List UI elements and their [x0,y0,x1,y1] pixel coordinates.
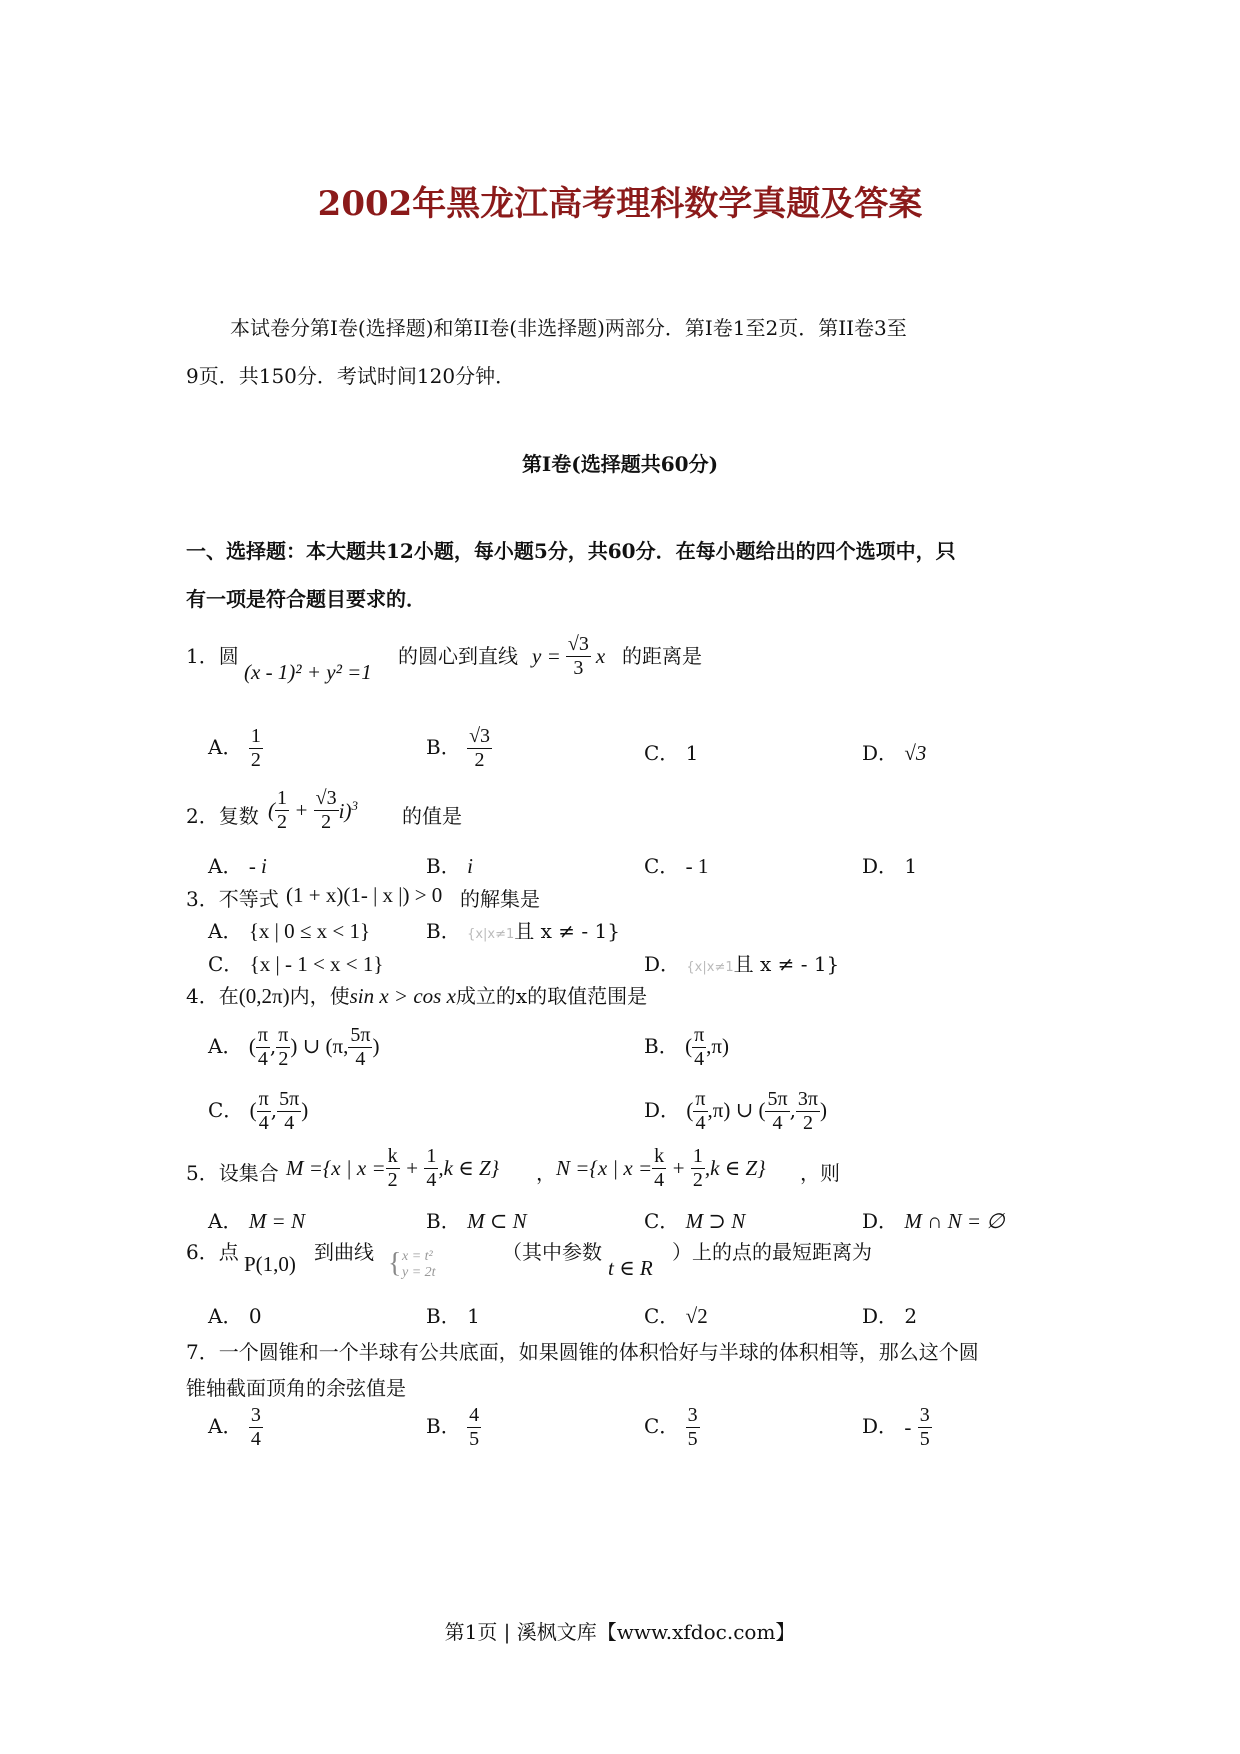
option-4a: A． ( $\frac{\pi}{4}$ , $\frac{\pi}{2}$ ) ∪ (π, $\frac{5\pi}{4}$ ) [208,1024,380,1070]
option-value: √2 [685,1304,708,1328]
question-text: ，则 [800,1161,840,1185]
option-value: {x | 0 ≤ x < 1} [248,919,371,943]
option-value: M ⊂ N [467,1209,527,1233]
option-value: 2 [904,1304,918,1328]
parametric-curve-image [388,1246,488,1284]
option-5d [862,1205,1005,1234]
option-label: B． [426,919,461,943]
option-value: M ∩ N = ∅ [904,1209,1005,1233]
question-text: 不等式 [218,887,279,911]
question-text: 的圆心到直线 [398,644,518,668]
option-label: A． [208,1304,243,1328]
option-label: B． [426,1209,461,1233]
option-value: M = N [248,1209,305,1233]
question-text: 的值是 [402,804,462,828]
option-label: C． [208,952,244,976]
question-text: 的解集是 [460,887,540,911]
question-number: 6． [186,1240,219,1264]
question-number: 2． [186,804,219,828]
option-label: C． [644,854,680,878]
option-label: C． [644,1304,680,1328]
question-text: 设集合 [218,1161,279,1185]
option-label: D． [862,1209,899,1233]
question-4 [186,980,647,1009]
option-label: C． [644,741,680,765]
option-1c [644,737,698,766]
option-7a [208,1404,263,1451]
option-label: D． [862,854,899,878]
question-2 [186,800,259,829]
option-label: A． [208,735,243,759]
question-number: 4． [186,984,219,1008]
option-7d [862,1404,932,1451]
option-2d [862,850,917,879]
option-6c [644,1300,708,1329]
question-text: 在 [218,984,239,1008]
option-1d [862,737,926,766]
fraction-numerator: 3 [250,1404,261,1426]
option-4c: C． ( $\frac{\pi}{4}$ , $\frac{5\pi}{4}$ ) [208,1088,309,1134]
fraction-numerator: √3 [469,725,491,747]
option-label: D． [862,1304,899,1328]
separator: ， [536,1161,556,1185]
option-sign: - [904,1415,912,1439]
set-n-expression: N ={x | x = $\frac{k}{4}$ + $\frac{1}{2}$ ,k ∈ Z} [556,1145,766,1191]
option-7b [426,1404,481,1451]
page-footer: 第1页 | 溪枫文库【www.xfdoc.com】 [444,1620,796,1644]
option-label: A． [208,919,243,943]
question-number: 7． [186,1340,219,1364]
question-text: 复数 [218,804,259,828]
question-7 [186,1336,979,1365]
fraction-numerator: 3 [687,1404,698,1426]
option-value: 1 [904,854,918,878]
option-2b [426,850,473,879]
option-label: A． [208,854,243,878]
option-label: B． [426,854,461,878]
question-text: 到曲线 [314,1240,374,1264]
option-value: - 1 [685,854,709,878]
option-7c [644,1404,700,1451]
option-label: B． [426,735,461,759]
option-value: 0 [248,1304,262,1328]
option-label: D． [862,1414,899,1438]
option-label: B． [644,1034,679,1058]
fraction-numerator: √3 [567,633,589,655]
fraction-numerator: 1 [250,725,261,747]
question-text: 点 [218,1240,239,1264]
option-3a [208,915,370,944]
option-3d [644,948,839,977]
option-6d [862,1300,917,1329]
blurred-fragment: {x|x≠1 [467,927,515,942]
option-value: 且 x ≠ - 1} [514,919,620,943]
option-label: C． [644,1414,680,1438]
section-title: 第I卷(选择题共60分) [521,452,719,476]
option-label: D． [644,952,681,976]
option-value: - i [248,854,267,878]
option-value: 1 [685,741,699,765]
option-5a [208,1205,305,1234]
question-text: 一个圆锥和一个半球有公共底面，如果圆锥的体积恰好与半球的体积相等，那么这个圆 [218,1340,979,1364]
option-value: 且 x ≠ - 1} [733,952,840,976]
complex-expression: ( $\frac{1}{2}$ + $\frac{√3}{2}$ i)$^3$ [268,787,358,833]
option-4b: B． ( $\frac{\pi}{4}$ ,π) [644,1024,730,1070]
interval: (0,2π) [238,984,290,1008]
option-1a [208,725,263,772]
option-label: A． [208,1209,243,1233]
option-3c [208,948,383,977]
line-lhs: y = [532,644,561,668]
fraction-denominator: 4 [250,1428,261,1450]
parameter-domain: t ∈ R [608,1256,653,1280]
option-2a [208,850,267,879]
part-heading-line-2: 有一项是符合题目要求的． [186,587,426,611]
circle-equation: (x - 1)² + y² =1 [244,660,372,684]
option-5b [426,1205,527,1234]
option-label: D． [644,1098,681,1122]
option-label: A． [208,1034,243,1058]
line-variable: x [595,644,606,668]
option-2c [644,850,708,879]
option-value: i [467,854,473,878]
inequality-expression: (1 + x)(1- | x |) > 0 [286,883,443,907]
intro-line-2: 9页．共150分．考试时间120分钟． [186,364,516,388]
svg-text:y = 2t: y = 2t [402,1265,436,1280]
line-equation [532,633,605,680]
question-1 [186,640,239,669]
question-text: 的距离是 [622,644,702,668]
intro-line-1: 本试卷分第I卷(选择题)和第II卷(非选择题)两部分．第I卷1至2页．第II卷3至 [230,316,907,340]
option-label: B． [426,1304,461,1328]
point-p: P(1,0) [244,1252,296,1276]
fraction-denominator: 2 [474,749,485,771]
question-text: 成立的x的取值范围是 [455,984,648,1008]
option-value: √3 [904,741,927,765]
fraction-numerator: 4 [469,1404,480,1426]
option-label: B． [426,1414,461,1438]
question-3 [186,883,279,912]
option-label: D． [862,741,899,765]
question-text: ）上的点的最短距离为 [672,1240,872,1264]
option-1b [426,725,492,772]
option-value: {x | - 1 < x < 1} [249,952,384,976]
fraction-denominator: 5 [919,1428,930,1450]
fraction-denominator: 5 [687,1428,698,1450]
page-title: 2002年黑龙江高考理科数学真题及答案 [317,184,923,224]
trig-expression: sin x > cos x [349,984,456,1008]
fraction-denominator: 3 [573,657,584,679]
blurred-fragment: {x|x≠1 [686,960,734,975]
fraction-denominator: 5 [469,1428,480,1450]
option-label: C． [644,1209,680,1233]
option-value: 1 [467,1304,480,1328]
question-text: 圆 [218,644,239,668]
set-m-expression: M ={x | x = $\frac{k}{2}$ + $\frac{1}{4}$ ,k ∈ Z} [286,1145,500,1191]
part-heading-line-1: 一、选择题：本大题共12小题，每小题5分，共60分．在每小题给出的四个选项中，只 [186,539,956,563]
fraction-numerator: 3 [919,1404,930,1426]
question-number: 3． [186,887,219,911]
option-6a [208,1300,262,1329]
svg-text:{: { [388,1248,402,1279]
question-text: （其中参数 [502,1240,602,1264]
option-label: A． [208,1414,243,1438]
question-7-line-2: 锥轴截面顶角的余弦值是 [186,1376,406,1400]
option-value: M ⊃ N [685,1209,746,1233]
question-text: 内，使 [289,984,350,1008]
svg-text:x = t²: x = t² [402,1249,433,1264]
question-number: 5． [186,1161,219,1185]
option-6b [426,1300,480,1329]
question-6 [186,1236,239,1265]
option-5c [644,1205,745,1234]
option-label: C． [208,1098,244,1122]
question-5 [186,1157,279,1186]
fraction-denominator: 2 [250,749,261,771]
option-3b [426,915,620,944]
question-number: 1． [186,644,219,668]
option-4d: D． ( $\frac{\pi}{4}$ ,π) ∪ ( $\frac{5\pi}{4}$ , $\frac{3\pi}{2}$ ) [644,1088,828,1134]
